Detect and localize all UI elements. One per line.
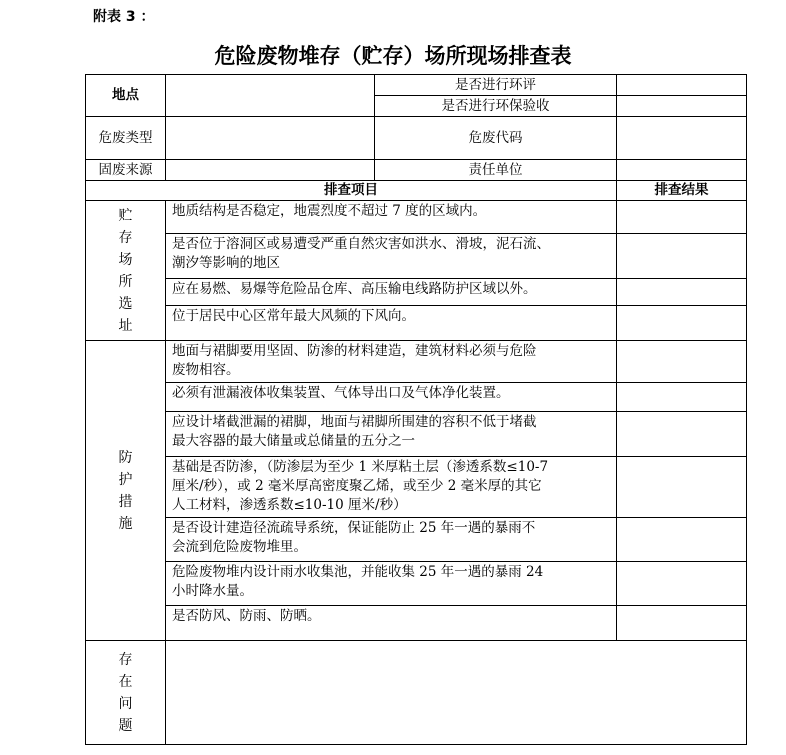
check-result-cell[interactable] (617, 562, 747, 606)
inspection-table (85, 74, 747, 745)
section-label-protective-measures: 防 护 措 施 (86, 341, 166, 641)
eia-label: 是否进行环评 (375, 75, 617, 96)
location-field[interactable] (166, 75, 375, 117)
waste-code-field[interactable] (617, 117, 747, 160)
source-field[interactable] (166, 160, 375, 181)
waste-type-label: 危废类型 (86, 117, 166, 160)
check-item: 是否防风、防雨、防晒。 (166, 606, 617, 641)
check-result-cell[interactable] (617, 457, 747, 518)
check-item: 地面与裙脚要用坚固、防渗的材料建造，建筑材料必须与危险 废物相容。 (166, 341, 617, 383)
check-result-cell[interactable] (617, 279, 747, 306)
check-item: 是否设计建造径流疏导系统，保证能防止 25 年一遇的暴雨不 会流到危险废物堆里。 (166, 518, 617, 562)
check-result-cell[interactable] (617, 201, 747, 234)
appendix-label: 附表 3 ： (93, 9, 155, 25)
section-label-site-selection: 贮 存 场 所 选 址 (86, 201, 166, 341)
result-column-header: 排查结果 (617, 181, 747, 201)
check-item: 地质结构是否稳定，地震烈度不超过 7 度的区域内。 (166, 201, 617, 234)
check-result-cell[interactable] (617, 606, 747, 641)
check-result-cell[interactable] (617, 518, 747, 562)
section-label-existing-problems: 存 在 问 题 (86, 641, 166, 745)
check-item: 应设计堵截泄漏的裙脚，地面与裙脚所围建的容积不低于堵截 最大容器的最大储量或总储量的五分之一 (166, 412, 617, 457)
check-result-cell[interactable] (617, 412, 747, 457)
item-column-header: 排查项目 (86, 181, 617, 201)
form-title: 危险废物堆存（贮存）场所现场排查表 (214, 44, 572, 68)
check-result-cell[interactable] (617, 341, 747, 383)
eia-field[interactable] (617, 75, 747, 96)
check-item: 应在易燃、易爆等危险品仓库、高压输电线路防护区域以外。 (166, 279, 617, 306)
source-label: 固废来源 (86, 160, 166, 181)
check-result-cell[interactable] (617, 306, 747, 341)
check-result-cell[interactable] (617, 383, 747, 412)
acceptance-field[interactable] (617, 96, 747, 117)
location-label: 地点 (86, 75, 166, 117)
check-item: 必须有泄漏液体收集装置、气体导出口及气体净化装置。 (166, 383, 617, 412)
check-result-cell[interactable] (617, 234, 747, 279)
problems-field[interactable] (166, 641, 747, 745)
check-item: 位于居民中心区常年最大风频的下风向。 (166, 306, 617, 341)
responsible-label: 责任单位 (375, 160, 617, 181)
waste-type-field[interactable] (166, 117, 375, 160)
check-item: 基础是否防渗，（防渗层为至少 1 米厚粘土层（渗透系数≤10-7 厘米/秒），或 2 毫米厚高密度聚乙烯，或至少 2 毫米厚的其它 人工材料，渗透系数≤10-10 厘米/秒） (166, 457, 617, 518)
responsible-field[interactable] (617, 160, 747, 181)
check-item: 是否位于溶洞区或易遭受严重自然灾害如洪水、滑坡，泥石流、 潮汐等影响的地区 (166, 234, 617, 279)
waste-code-label: 危废代码 (375, 117, 617, 160)
check-item: 危险废物堆内设计雨水收集池，并能收集 25 年一遇的暴雨 24 小时降水量。 (166, 562, 617, 606)
acceptance-label: 是否进行环保验收 (375, 96, 617, 117)
